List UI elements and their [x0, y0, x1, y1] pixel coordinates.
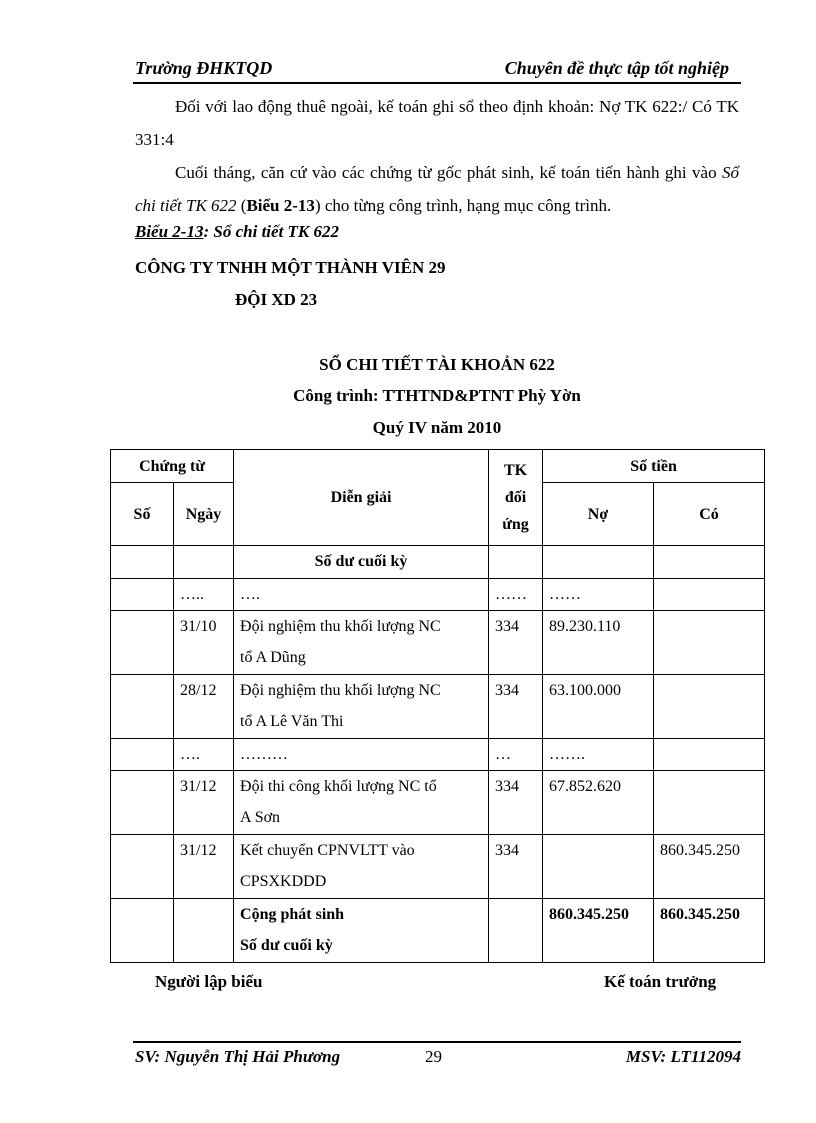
header-report-title: Chuyên đề thực tập tốt nghiệp	[504, 58, 729, 78]
total-debit: 860.345.250	[543, 899, 654, 963]
header-school: Trường ĐHKTQD	[135, 58, 273, 78]
page-number: 29	[425, 1047, 442, 1066]
cell-number	[111, 899, 174, 963]
header-number: Số	[111, 483, 174, 546]
cell-date: ….	[174, 739, 234, 771]
page-header	[133, 58, 741, 84]
cell-number	[111, 611, 174, 675]
signature-preparer: Người lập biểu	[155, 972, 263, 991]
cell-number	[111, 835, 174, 899]
cell-date: 31/12	[174, 835, 234, 899]
description-line1: Đội nghiệm thu khối lượng NC	[240, 618, 441, 635]
cell-description: ….	[234, 579, 489, 611]
description-line1: Đội thi công khối lượng NC tổ	[240, 778, 437, 795]
cell-account: 334	[489, 675, 543, 739]
header-amount: Số tiền	[543, 450, 765, 483]
cell-account	[489, 546, 543, 579]
total-row	[111, 899, 765, 963]
header-debit: Nợ	[543, 483, 654, 546]
opening-balance-label: Số dư cuối kỳ	[234, 546, 489, 579]
cell-credit	[654, 675, 765, 739]
footer-student: SV: Nguyễn Thị Hải Phương	[135, 1047, 341, 1066]
cell-debit: ……	[543, 579, 654, 611]
cell-credit: 860.345.250	[654, 835, 765, 899]
table-row	[111, 835, 765, 899]
paragraph-part2: (	[236, 196, 247, 215]
header-date: Ngày	[174, 483, 234, 546]
paragraph-part1: Cuối tháng, căn cứ vào các chứng từ gốc phát sinh, kế toán tiến hành ghi vào	[175, 163, 722, 182]
cell-date: 28/12	[174, 675, 234, 739]
header-credit: Có	[654, 483, 765, 546]
paragraph-part3: ) cho từng công trình, hạng mục công trình.	[314, 196, 612, 215]
cell-description	[234, 675, 489, 739]
closing-balance-label: Số dư cuối kỳ	[240, 937, 333, 954]
description-line1: Đội nghiệm thu khối lượng NC	[240, 682, 441, 699]
total-credit: 860.345.250	[654, 899, 765, 963]
cell-description: ………	[234, 739, 489, 771]
cell-number	[111, 675, 174, 739]
header-voucher: Chứng từ	[111, 450, 234, 483]
description-line1: Kết chuyển CPNVLTT vào	[240, 842, 415, 859]
header-contra-account-line3: ứng	[502, 516, 529, 533]
cell-credit	[654, 579, 765, 611]
exhibit-caption-text: : Sổ chi tiết TK 622	[203, 222, 340, 241]
header-contra-account-line2: đối	[504, 489, 527, 506]
period: Quý IV năm 2010	[372, 418, 502, 437]
page-footer	[133, 1041, 741, 1073]
cell-account: 334	[489, 771, 543, 835]
cell-debit	[543, 546, 654, 579]
header-contra-account-line1: TK	[503, 462, 528, 479]
signature-chief-accountant: Kế toán trưởng	[604, 972, 717, 991]
description-line2: A Sơn	[240, 809, 281, 826]
paragraph-outsourced-labor: Đối với lao động thuê ngoài, kế toán ghi sổ theo định khoản: Nợ TK 622:/ Có TK 331:4	[135, 97, 739, 149]
exhibit-caption	[135, 222, 339, 242]
opening-balance-row	[111, 546, 765, 579]
description-line2: tổ A Dũng	[240, 649, 306, 666]
cell-account	[489, 899, 543, 963]
cell-credit	[654, 611, 765, 675]
exhibit-caption-label: Biểu 2-13	[135, 222, 204, 241]
team-name: ĐỘI XD 23	[235, 290, 318, 309]
cell-date: 31/10	[174, 611, 234, 675]
description-line2: tổ A Lê Văn Thi	[240, 713, 344, 730]
ledger-reference: Sổ chi tiết TK 622	[135, 163, 739, 215]
cell-number	[111, 546, 174, 579]
cell-account: 334	[489, 611, 543, 675]
cell-description	[234, 611, 489, 675]
cell-debit: 67.852.620	[543, 771, 654, 835]
table-row	[111, 739, 765, 771]
cell-date: …..	[174, 579, 234, 611]
table-row	[111, 675, 765, 739]
cell-date: 31/12	[174, 771, 234, 835]
cell-date	[174, 546, 234, 579]
header-contra-account	[489, 450, 543, 546]
cell-description	[234, 835, 489, 899]
cell-number	[111, 739, 174, 771]
cell-account: 334	[489, 835, 543, 899]
table-row	[111, 611, 765, 675]
table-row	[111, 579, 765, 611]
cell-credit	[654, 771, 765, 835]
cell-date	[174, 899, 234, 963]
table-row	[111, 771, 765, 835]
footer-student-id: MSV: LT112094	[625, 1047, 741, 1066]
cell-account: ……	[489, 579, 543, 611]
cell-debit: 63.100.000	[543, 675, 654, 739]
exhibit-reference: Biểu 2-13	[246, 196, 315, 215]
project-name: Công trình: TTHTND&PTNT Phỳ Yờn	[293, 386, 581, 405]
cell-debit: …….	[543, 739, 654, 771]
ledger-table	[110, 449, 765, 963]
total-label: Cộng phát sinh	[240, 906, 345, 923]
cell-debit	[543, 835, 654, 899]
cell-credit	[654, 546, 765, 579]
paragraph-month-end	[135, 156, 739, 222]
company-name: CÔNG TY TNHH MỘT THÀNH VIÊN 29	[135, 258, 446, 277]
cell-description	[234, 771, 489, 835]
cell-number	[111, 579, 174, 611]
header-description: Diễn giải	[234, 450, 489, 546]
description-line2: CPSXKDDD	[240, 873, 327, 890]
cell-credit	[654, 739, 765, 771]
ledger-title: SỔ CHI TIẾT TÀI KHOẢN 622	[319, 355, 555, 374]
total-labels	[234, 899, 489, 963]
cell-account: …	[489, 739, 543, 771]
cell-number	[111, 771, 174, 835]
cell-debit: 89.230.110	[543, 611, 654, 675]
